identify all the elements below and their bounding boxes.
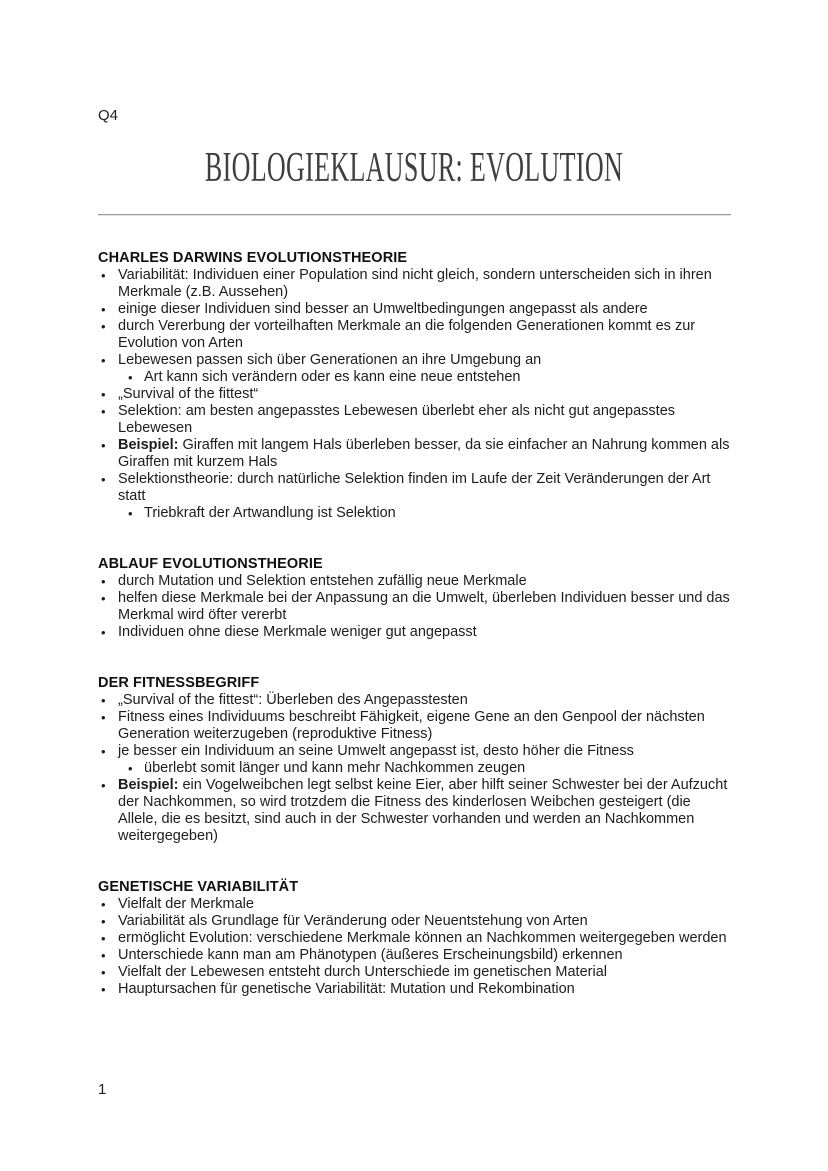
bullet-item: • einige dieser Individuen sind besser an Umweltbedingungen angepasst als andere (98, 301, 731, 318)
course-label: Q4 (98, 107, 119, 124)
bullet-item: • Lebewesen passen sich über Generationen an ihre Umgebung an (98, 352, 731, 369)
bullet-item: • Art kann sich verändern oder es kann eine neue entstehen (98, 369, 731, 386)
section-heading: GENETISCHE VARIABILITÄT (98, 879, 299, 895)
bullet-item: • Selektion: am besten angepasstes Lebewesen überlebt eher als nicht gut angepasstes Lebewesen (98, 403, 731, 437)
bullet-item: • helfen diese Merkmale bei der Anpassung an die Umwelt, überleben Individuen besser und das Merkmal wird öfter vererbt (98, 590, 731, 624)
bullet-item: • überlebt somit länger und kann mehr Nachkommen zeugen (98, 760, 731, 777)
page-number: 1 (98, 1081, 107, 1098)
bullet-item: • Beispiel: ein Vogelweibchen legt selbst keine Eier, aber hilft seiner Schwester bei der Aufzucht der Nachkommen, so wird trotzdem die Fitness des kinderlosen Weibchen gesteigert (die Allele, die es besitzt, sind auch in der Schwester vorhanden und werden an Nachkommen weitergegeben) (98, 777, 731, 845)
note-section (98, 879, 731, 998)
bold-prefix: Beispiel: (118, 437, 179, 453)
bullet-item: • Vielfalt der Merkmale (98, 896, 731, 913)
bullet-item: • Beispiel: Giraffen mit langem Hals überleben besser, da sie einfacher an Nahrung kommen als Giraffen mit kurzem Hals (98, 437, 731, 471)
title-divider (98, 214, 731, 215)
bullet-item: • Variabilität: Individuen einer Population sind nicht gleich, sondern unterscheiden sich in ihren Merkmale (z.B. Aussehen) (98, 267, 731, 301)
note-section (98, 556, 731, 641)
section-heading: CHARLES DARWINS EVOLUTIONSTHEORIE (98, 250, 408, 266)
bullet-item: • Unterschiede kann man am Phänotypen (äußeres Erscheinungsbild) erkennen (98, 947, 731, 964)
bullet-item: • Hauptursachen für genetische Variabilität: Mutation und Rekombination (98, 981, 731, 998)
bullet-item: • Triebkraft der Artwandlung ist Selektion (98, 505, 731, 522)
bullet-item: • Individuen ohne diese Merkmale weniger gut angepasst (98, 624, 731, 641)
bullet-item: • „Survival of the fittest“ (98, 386, 731, 403)
bullet-item: • ermöglicht Evolution: verschiedene Merkmale können an Nachkommen weitergegeben werden (98, 930, 731, 947)
bullet-item: • durch Vererbung der vorteilhaften Merkmale an die folgenden Generationen kommt es zur Evolution von Arten (98, 318, 731, 352)
section-heading: DER FITNESSBEGRIFF (98, 675, 260, 691)
note-section (98, 250, 731, 522)
section-heading: ABLAUF EVOLUTIONSTHEORIE (98, 556, 323, 572)
note-section (98, 675, 731, 845)
bullet-item: • Fitness eines Individuums beschreibt Fähigkeit, eigene Gene an den Genpool der nächsten Generation weiterzugeben (reproduktive Fitness) (98, 709, 731, 743)
bullet-item: • Vielfalt der Lebewesen entsteht durch Unterschiede im genetischen Material (98, 964, 731, 981)
bullet-item: • „Survival of the fittest“: Überleben des Angepasstesten (98, 692, 731, 709)
bullet-item: • je besser ein Individuum an seine Umwelt angepasst ist, desto höher die Fitness (98, 743, 731, 760)
notes-body (98, 250, 731, 998)
page-title: BIOLOGIEKLAUSUR: EVOLUTION (204, 145, 624, 191)
bullet-item: • Variabilität als Grundlage für Veränderung oder Neuentstehung von Arten (98, 913, 731, 930)
bullet-item: • Selektionstheorie: durch natürliche Selektion finden im Laufe der Zeit Veränderungen der Art statt (98, 471, 731, 505)
bullet-item: • durch Mutation und Selektion entstehen zufällig neue Merkmale (98, 573, 731, 590)
bold-prefix: Beispiel: (118, 777, 179, 793)
